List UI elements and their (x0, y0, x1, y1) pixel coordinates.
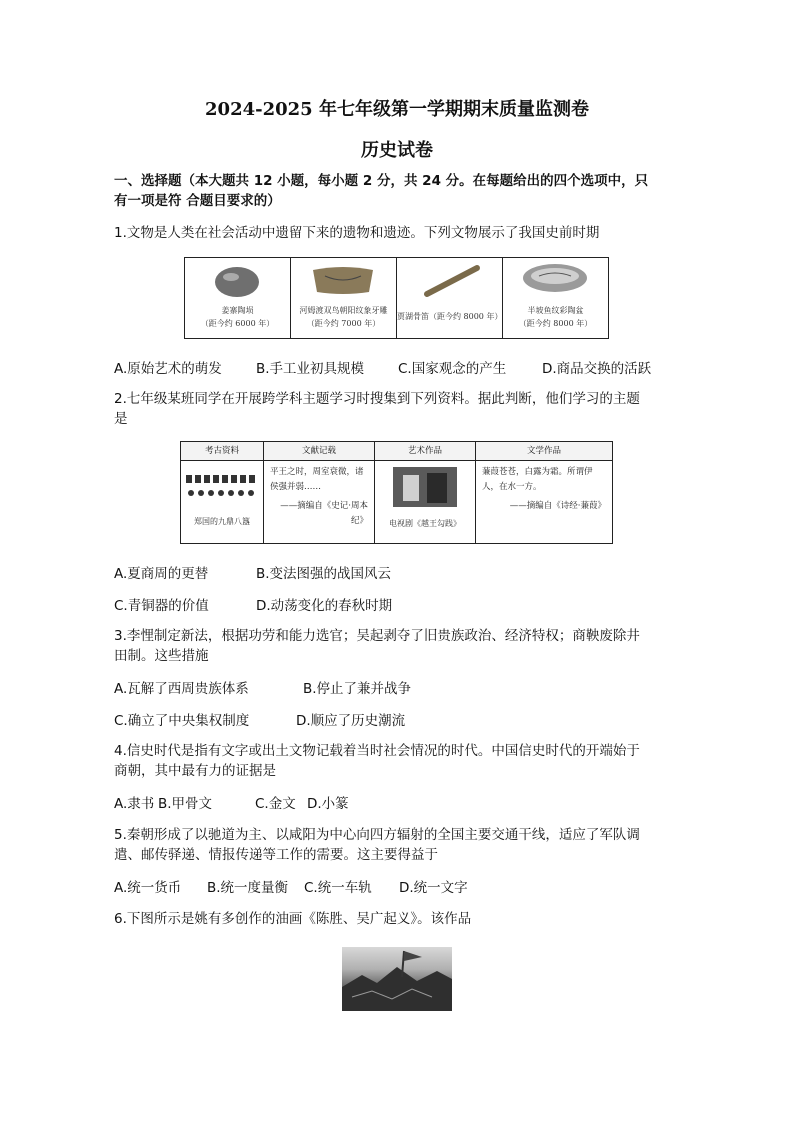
q4-stem-line1: 4.信史时代是指有文字或出土文物记载着当时社会情况的时代。中国信史时代的开端始于 (114, 743, 640, 759)
q1-stem: 1.文物是人类在社会活动中遗留下来的遗物和遗迹。下列文物展示了我国史前时期 (114, 225, 600, 241)
q1-artifact-3 (397, 258, 503, 339)
q5-stem-line1: 5.秦朝形成了以驰道为主、以咸阳为中心向四方辐射的全国主要交通干线，适应了军队调 (114, 827, 640, 843)
q2-stem-line1: 2.七年级某班同学在开展跨学科主题学习时搜集到下列资料。据此判断，他们学习的主题 (114, 391, 640, 407)
q2-cell-archaeology (181, 461, 264, 544)
q1-artifact-figure (184, 257, 609, 339)
exam-title: 2024-2025 年七年级第一学期期末质量监测卷 (205, 99, 589, 120)
uprising-scene-image (342, 947, 452, 1011)
q5-option-b[interactable]: B.统一度量衡 (207, 880, 289, 896)
q4-option-a[interactable]: A.隶书 (114, 796, 155, 812)
q1-artifact-2-name: 河姆渡双鸟朝阳纹象牙雕 (299, 306, 388, 315)
q3-options-row1 (114, 677, 411, 697)
q1-artifact-4-date: （距今约 8000 年） (518, 319, 593, 328)
q2-document-source: ——摘编自《史记·周本纪》 (280, 501, 368, 526)
q3-options-row2 (114, 709, 405, 729)
q2-header-artwork: 艺术作品 (375, 442, 476, 461)
q2-cell-documents (264, 461, 375, 544)
q2-archaeology-caption: 郑国的九鼎八簋 (194, 517, 250, 526)
q2-header-documents: 文献记载 (264, 442, 375, 461)
q3-option-d[interactable]: D.顺应了历史潮流 (296, 713, 406, 729)
ivory-carving-image (291, 258, 395, 300)
q2-document-text: 平王之时，周室衰微，诸侯强并弱…… (270, 467, 364, 492)
q2-poem-text: 蒹葭苍苍，白露为霜。所谓伊人，在水一方。 (482, 467, 593, 492)
exam-subject: 历史试卷 (361, 140, 433, 161)
q1-option-d[interactable]: D.商品交换的活跃 (542, 361, 652, 377)
q2-option-b[interactable]: B.变法图强的战国风云 (256, 566, 392, 582)
bronze-vessels-image (181, 461, 263, 511)
q5-stem-line2: 遣、邮传驿递、情报传递等工作的需要。这主要得益于 (114, 847, 438, 863)
q1-artifact-1-name: 姜寨陶埙 (221, 306, 254, 315)
q2-option-c[interactable]: C.青铜器的价值 (114, 598, 209, 614)
q1-option-a[interactable]: A.原始艺术的萌发 (114, 361, 222, 377)
q1-artifact-1 (185, 258, 291, 339)
q2-artwork-caption: 电视剧《越王勾践》 (389, 519, 461, 528)
q2-poem-source: ——摘编自《诗经·蒹葭》 (509, 501, 606, 511)
q1-artifact-4 (503, 258, 609, 339)
pottery-xun-image (185, 258, 289, 300)
q4-options (114, 792, 349, 812)
q3-option-c[interactable]: C.确立了中央集权制度 (114, 713, 250, 729)
q3-option-b[interactable]: B.停止了兼并战争 (303, 681, 412, 697)
q1-artifact-2-date: （距今约 7000 年） (306, 319, 381, 328)
q4-option-b[interactable]: B.甲骨文 (158, 796, 213, 812)
q3-stem-line1: 3.李悝制定新法，根据功劳和能力选官；吴起剥夺了旧贵族政治、经济特权；商鞅废除井 (114, 628, 640, 644)
q5-option-a[interactable]: A.统一货币 (114, 880, 182, 896)
q5-option-c[interactable]: C.统一车轨 (304, 880, 372, 896)
q2-stem-line2: 是 (114, 411, 128, 427)
q2-header-archaeology: 考古资料 (181, 442, 264, 461)
section-heading-line2: 有一项是符 合题目要求的） (114, 193, 281, 209)
tv-drama-still-image (375, 461, 475, 513)
q2-options-row2 (114, 594, 392, 614)
q2-header-literature: 文学作品 (476, 442, 613, 461)
q1-artifact-2 (291, 258, 397, 339)
q2-option-a[interactable]: A.夏商周的更替 (114, 566, 209, 582)
q4-option-d[interactable]: D.小篆 (307, 796, 349, 812)
q1-artifact-3-name: 贾湖骨笛（距今约 8000 年） (397, 312, 503, 321)
q1-artifact-1-date: （距今约 6000 年） (200, 319, 275, 328)
q2-option-d[interactable]: D.动荡变化的春秋时期 (256, 598, 393, 614)
bone-flute-image (397, 258, 501, 300)
q2-cell-literature (476, 461, 613, 544)
q4-stem-line2: 商朝，其中最有力的证据是 (114, 763, 276, 779)
painted-basin-image (503, 258, 607, 300)
q5-option-d[interactable]: D.统一文字 (399, 880, 468, 896)
q4-option-c[interactable]: C.金文 (255, 796, 296, 812)
section-heading-line1: 一、选择题（本大题共 12 小题，每小题 2 分，共 24 分。在每题给出的四个选项中，只 (114, 173, 649, 189)
q2-cell-artwork (375, 461, 476, 544)
q1-artifact-4-name: 半坡鱼纹彩陶盆 (527, 306, 584, 315)
q6-stem: 6.下图所示是姚有多创作的油画《陈胜、吴广起义》。该作品 (114, 911, 472, 927)
q3-stem-line2: 田制。这些措施 (114, 648, 209, 664)
q1-option-c[interactable]: C.国家观念的产生 (398, 361, 507, 377)
oil-painting-image (342, 947, 452, 1011)
q2-materials-table (180, 441, 613, 544)
q2-options-row1 (114, 562, 391, 582)
q1-option-b[interactable]: B.手工业初具规模 (256, 361, 365, 377)
q5-options (114, 876, 468, 896)
q3-option-a[interactable]: A.瓦解了西周贵族体系 (114, 681, 249, 697)
q1-options (114, 357, 651, 377)
